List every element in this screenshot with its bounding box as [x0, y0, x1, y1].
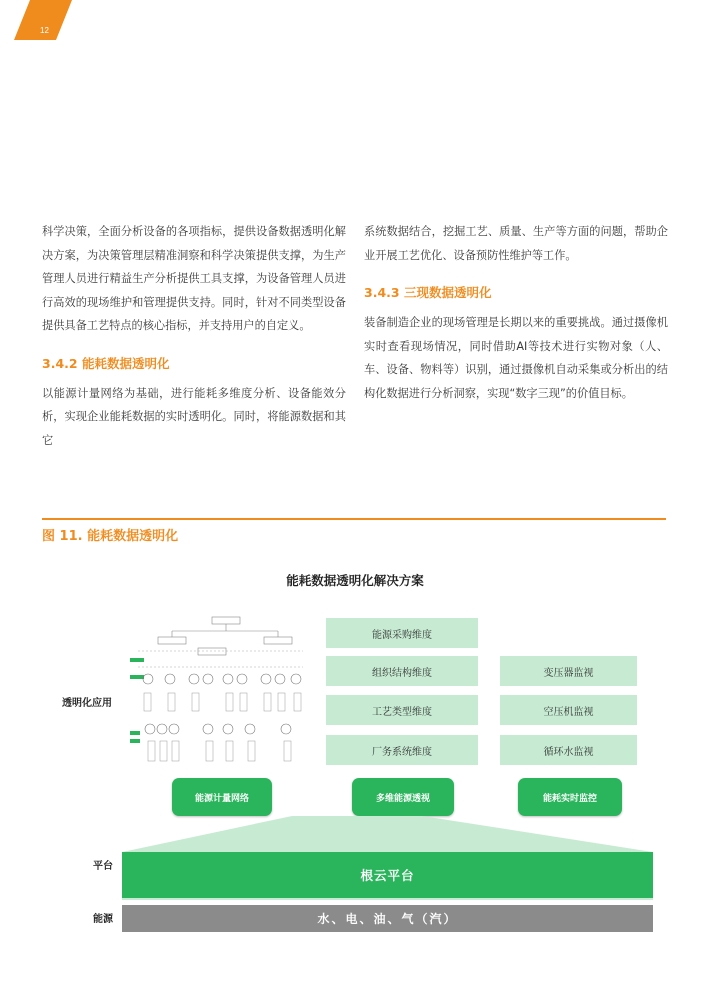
row-label-platform: 平台	[93, 861, 113, 872]
capability-realtime-energy-monitor: 能耗实时监控	[518, 778, 622, 816]
capability-energy-metering-network: 能源计量网络	[172, 778, 272, 816]
dimension-box-process-type: 工艺类型维度	[326, 695, 478, 725]
row-label-energy: 能源	[93, 914, 113, 925]
dimension-box-energy-procurement: 能源采购维度	[326, 618, 478, 648]
figure-title: 能耗数据透明化解决方案	[286, 573, 424, 588]
capability-multidim-energy-view: 多维能源透视	[352, 778, 454, 816]
page-number: 12	[40, 26, 49, 35]
left-paragraph-2: 以能源计量网络为基础，进行能耗多维度分析、设备能效分析，实现企业能耗数据的实时透明化。同时，将能源数据和其它	[42, 386, 346, 447]
section-heading-3-4-2: 3.4.2 能耗数据透明化	[42, 355, 170, 371]
monitor-box-transformer: 变压器监视	[500, 656, 637, 686]
platform-bar: 根云平台	[122, 852, 653, 898]
dimension-box-facility-system: 厂务系统维度	[326, 735, 478, 765]
energy-sources-bar: 水、电、油、气（汽）	[122, 905, 653, 932]
right-paragraph-1: 系统数据结合，挖掘工艺、质量、生产等方面的问题，帮助企业开展工艺优化、设备预防性维护等工作。	[364, 225, 668, 262]
right-text-column	[364, 220, 668, 405]
figure-divider	[42, 518, 666, 520]
left-text-column	[42, 220, 346, 452]
right-paragraph-2: 装备制造企业的现场管理是长期以来的重要挑战。通过摄像机实时查看现场情况，同时借助AI等技术进行实物对象（人、车、设备、物料等）识别，通过摄像机自动采集或分析出的结构化数据进行分析洞察，实现“数字三现”的价值目标。	[364, 316, 668, 400]
figure-label: 图 11. 能耗数据透明化	[42, 529, 179, 544]
metering-network-diagram	[128, 615, 308, 775]
monitor-box-circulating-water: 循环水监视	[500, 735, 637, 765]
monitor-box-air-compressor: 空压机监视	[500, 695, 637, 725]
left-paragraph-1: 科学决策，全面分析设备的各项指标，提供设备数据透明化解决方案，为决策管理层精准洞察和科学决策提供支撑，为生产管理人员进行精益生产分析提供工具支撑，为设备管理人员进行高效的现场维护和管理提供支持。同时，针对不同类型设备提供具备工艺特点的核心指标，并支持用户的自定义。	[42, 225, 346, 332]
row-label-application: 透明化应用	[62, 698, 112, 709]
dimension-box-org-structure: 组织结构维度	[326, 656, 478, 686]
section-heading-3-4-3: 3.4.3 三现数据透明化	[364, 285, 492, 300]
